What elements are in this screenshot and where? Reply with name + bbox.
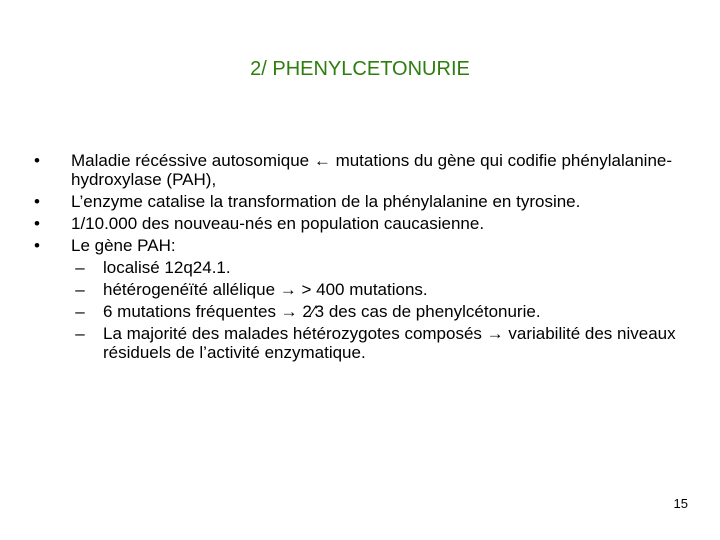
bullet-marker: • (34, 214, 40, 233)
sub-bullet-text: 6 mutations fréquentes → 2⁄3 des cas de phenylcétonurie. (103, 302, 541, 321)
slide-content (30, 151, 690, 365)
bullet-list (30, 151, 690, 362)
sub-item-frequent-mutations (71, 302, 690, 321)
bullet-item-frequency (30, 214, 690, 233)
bullet-text: Le gène PAH: (71, 236, 176, 255)
sub-item-heterogeneity (71, 280, 690, 299)
dash-marker: – (75, 324, 85, 343)
bullet-text: 1/10.000 des nouveau-nés en population caucasienne. (71, 214, 485, 233)
bullet-item-disease (30, 151, 690, 189)
page-number: 15 (673, 496, 688, 511)
dash-marker: – (75, 302, 85, 321)
dash-marker: – (75, 280, 85, 299)
sub-bullet-text: hétérogenéïté allélique → > 400 mutations. (103, 280, 428, 299)
dash-marker: – (75, 258, 85, 277)
sub-bullet-text: localisé 12q24.1. (103, 258, 231, 277)
bullet-text: Maladie récéssive autosomique ← mutations du gène qui codifie phénylalanine-hydroxylase (PAH), (71, 151, 673, 189)
bullet-marker: • (34, 236, 40, 255)
slide-title: 2/ PHENYLCETONURIE (250, 58, 470, 80)
sub-item-heterozygotes (71, 324, 690, 362)
bullet-item-enzyme (30, 192, 690, 211)
sub-bullet-text: La majorité des malades hétérozygotes composés → variabilité des niveaux résiduels de l’activité enzymatique. (103, 324, 676, 362)
sub-bullet-list (71, 258, 690, 362)
bullet-item-gene (30, 236, 690, 362)
bullet-marker: • (34, 192, 40, 211)
bullet-text: L’enzyme catalise la transformation de la phénylalanine en tyrosine. (71, 192, 581, 211)
sub-item-location (71, 258, 690, 277)
bullet-marker: • (34, 151, 40, 170)
